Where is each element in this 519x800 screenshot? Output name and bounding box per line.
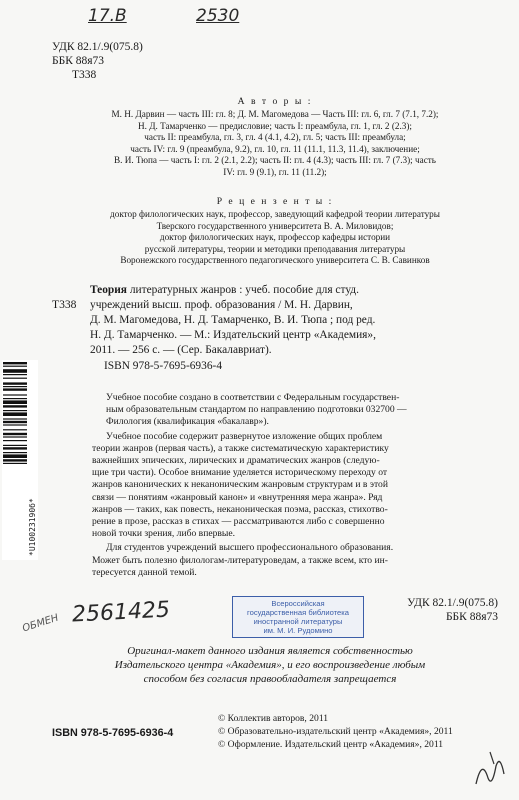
bbk-code-bottom: ББК 88я73 xyxy=(445,611,498,623)
annotation-line: Для студентов учреждений высшего профессионального образования. xyxy=(106,542,394,554)
annotation-line: щие три части). Особое внимание уделяется историческому переходу от xyxy=(92,467,388,479)
barcode-bars xyxy=(3,362,27,558)
inventory-number: 2561425 xyxy=(71,597,171,628)
annotation xyxy=(92,392,502,579)
bib-title-word: Теория xyxy=(90,284,127,296)
bib-line: Д. М. Магомедова, Н. Д. Тамарченко, В. И. Тюпа ; под ред. xyxy=(90,314,376,326)
reviewers-list xyxy=(40,209,510,267)
bbk-code: ББК 88я73 xyxy=(52,55,105,67)
signature-scribble xyxy=(470,748,510,792)
bib-line: учреждений высш. проф. образования / М. Н. Дарвин, xyxy=(90,299,353,311)
bib-isbn: ISBN 978-5-7695-6936-4 xyxy=(104,360,223,372)
barcode-bar xyxy=(3,447,27,449)
reviewers-section xyxy=(40,196,510,267)
barcode-bar xyxy=(3,369,27,373)
reviewer-line: Воронежского государственного педагогического университета С. В. Савинков xyxy=(120,255,430,266)
barcode-bar xyxy=(3,382,27,384)
notice-line: Издательского центра «Академия», и его воспроизведение любым xyxy=(114,659,426,671)
annotation-line: важнейших эпических, лирических и драматических жанров (следую- xyxy=(92,455,380,467)
reviewer-line: доктор филологических наук, профессор, заведующий кафедрой теории литературы xyxy=(110,209,440,219)
book-code: Т338 xyxy=(72,69,97,81)
margin-note: ОБМЕН xyxy=(21,612,60,635)
stamp-line: иностранной литературы xyxy=(253,617,343,626)
barcode-bar xyxy=(3,405,27,407)
barcode-bar xyxy=(3,436,27,437)
barcode-bar xyxy=(3,452,27,453)
classification-bottom xyxy=(370,596,498,624)
barcode-bar xyxy=(3,378,27,379)
barcode-bar xyxy=(3,362,27,364)
library-stamp xyxy=(232,596,364,638)
barcode-bar xyxy=(3,459,27,461)
bib-line: 2011. — 256 с. — (Сер. Бакалавриат). xyxy=(90,344,272,356)
stamp-line: им. М. И. Рудомино xyxy=(263,626,333,635)
authors-section xyxy=(40,96,510,179)
barcode-bar xyxy=(3,400,27,404)
annotation-line: тересуется данной темой. xyxy=(92,566,197,578)
barcode-bar xyxy=(3,418,27,419)
classification-block xyxy=(52,40,143,82)
annotation-line: теории жанров (первая часть), а также систематическую характеристику xyxy=(92,442,389,454)
copyright-notice xyxy=(60,644,480,686)
barcode-bar xyxy=(3,386,27,387)
author-line: IV: гл. 9 (9.1), гл. 11 (11.2); xyxy=(223,166,327,177)
notice-line: Оригинал-макет данного издания является собственностью xyxy=(127,645,413,657)
author-line: часть II: преамбула, гл. 3, гл. 4 (4.1, 4.2), гл. 5; часть III: преамбула; xyxy=(144,132,406,143)
annotation-line: Филология (квалификация «бакалавр»). xyxy=(106,416,269,428)
barcode-bar xyxy=(3,412,27,416)
barcode-bar xyxy=(3,429,27,430)
authors-list xyxy=(40,109,510,179)
annotation-line: Учебное пособие создано в соответствии с Федеральным государствен- xyxy=(106,392,400,403)
copyright-line: © Оформление. Издательский центр «Академия», 2011 xyxy=(218,739,444,750)
copyright-line: © Коллектив авторов, 2011 xyxy=(218,713,329,724)
annotation-line: ным образовательным стандартом по направлению подготовки 032700 — xyxy=(106,404,407,416)
reviewer-line: Тверского государственного университета В. А. Миловидов; xyxy=(156,220,394,231)
barcode-bar xyxy=(3,445,27,446)
barcode-bar xyxy=(3,454,27,458)
annotation-line: жанров канонических к неканоническим жанровым структурам и в этой xyxy=(92,479,388,491)
annotation-line: Может быть полезно филологам-литературоведам, а также всем, кто ин- xyxy=(92,554,388,566)
copyrights xyxy=(218,712,453,751)
annotation-line: связи — понятиям «жанровый канон» и «внутренняя мера жанра». Ряд xyxy=(92,491,383,503)
annotation-line: Учебное пособие содержит развернутое изложение общих проблем xyxy=(106,430,383,442)
barcode-bar xyxy=(3,410,27,411)
bib-line: Н. Д. Тамарченко. — М.: Издательский центр «Академия», xyxy=(90,329,376,341)
barcode xyxy=(2,360,38,560)
annotation-paragraph-2 xyxy=(92,431,502,541)
barcode-bar xyxy=(3,374,27,375)
bib-record xyxy=(90,283,500,374)
annotation-line: новой точки зрения, либо впервые. xyxy=(92,528,236,540)
handwritten-code-right: 2530 xyxy=(196,6,240,26)
bib-line: литературных жанров : учеб. пособие для студ. xyxy=(129,284,359,296)
author-line: М. Н. Дарвин — часть III: гл. 8; Д. М. Магомедова — Часть III: гл. 6, гл. 7 (7.1, 7.2); xyxy=(111,109,439,119)
reviewer-line: русской литературы, теории и методики преподавания литературы xyxy=(144,243,406,254)
annotation-line: жанров — таких, как повесть, неканоническая поэма, рассказ, стихотво- xyxy=(92,503,388,515)
barcode-bar xyxy=(3,421,27,423)
authors-heading: А в т о р ы : xyxy=(237,96,313,107)
author-line: часть IV: гл. 9 (преамбула, 9.2), гл. 10, гл. 11 (11.1, 11.3, 11.4), заключение; xyxy=(130,143,420,154)
barcode-bar xyxy=(3,366,27,367)
reviewer-line: доктор филологических наук, профессор кафедры истории xyxy=(159,232,391,243)
barcode-bar xyxy=(3,440,27,441)
barcode-bar xyxy=(3,388,27,390)
udk-code-bottom: УДК 82.1/.9(075.8) xyxy=(407,597,498,609)
isbn-bottom: ISBN 978-5-7695-6936-4 xyxy=(52,727,174,739)
annotation-paragraph-1 xyxy=(92,392,502,429)
reviewers-heading: Р е ц е н з е н т ы : xyxy=(216,196,334,207)
stamp-line: государственная библиотека xyxy=(247,608,349,617)
barcode-bar xyxy=(3,398,27,399)
annotation-line: рение в прозе, рассказ в стихах — рассматриваются либо с совершенно xyxy=(92,516,385,528)
annotation-paragraph-3 xyxy=(92,542,502,579)
bib-code: Т338 xyxy=(52,298,77,311)
stamp-line: Всероссийская xyxy=(271,599,325,608)
udk-code: УДК 82.1/.9(075.8) xyxy=(52,41,143,53)
barcode-bar xyxy=(3,463,27,464)
author-line: Н. Д. Тамарченко — предисловие; часть I: преамбула, гл. 1, гл. 2 (2.3); xyxy=(138,120,412,131)
notice-line: способом без согласия правообладателя запрещается xyxy=(143,673,397,685)
barcode-bar xyxy=(3,433,27,435)
barcode-text: *U10023190б* xyxy=(28,498,37,556)
barcode-bar xyxy=(3,394,27,395)
handwritten-code-left: 17.В xyxy=(88,6,127,26)
barcode-bar xyxy=(3,424,27,425)
copyright-line: © Образовательно-издательский центр «Академия», 2011 xyxy=(218,726,453,737)
author-line: В. И. Тюпа — часть I: гл. 2 (2.1, 2.2); часть II: гл. 4 (4.3); часть III: гл. 7 (7.3); часть xyxy=(113,155,436,166)
